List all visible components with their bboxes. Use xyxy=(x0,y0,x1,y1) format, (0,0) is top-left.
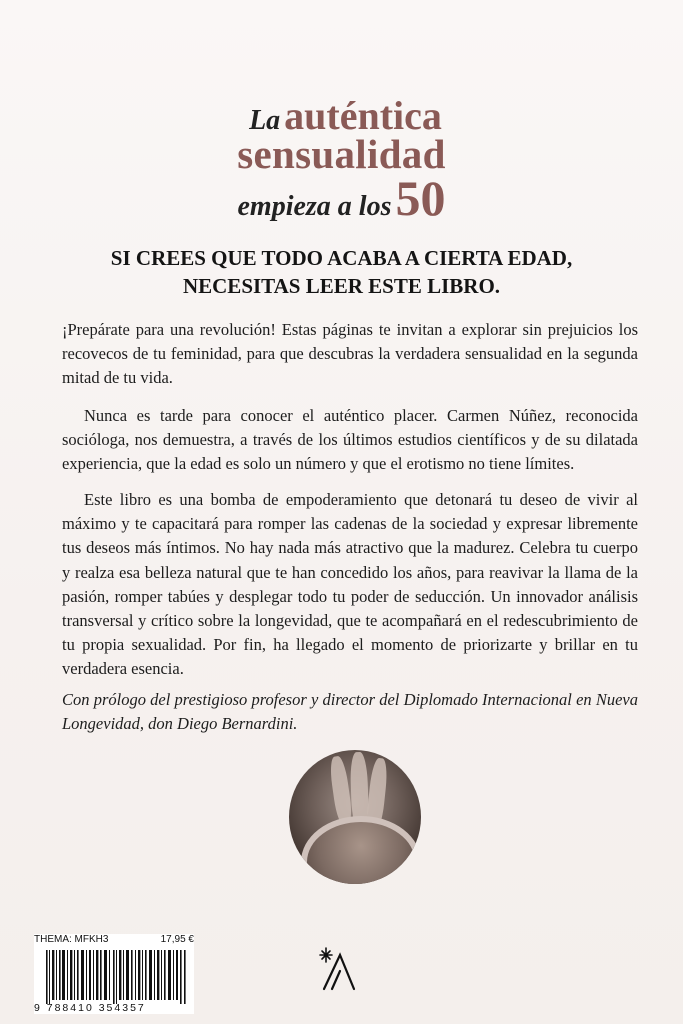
barcode-block xyxy=(34,934,194,1014)
blurb-paragraph-1: ¡Prepárate para una revolución! Estas páginas te invitan a explorar sin prejuicios los recovecos de tu feminidad, para que descubras la verdadera sensualidad en la segunda mitad de tu vida. xyxy=(62,320,638,388)
title-word-empieza: empieza a los xyxy=(237,191,392,222)
cover-photo-hand-fruit xyxy=(289,750,421,884)
tagline-line-1: SI CREES QUE TODO ACABA A CIERTA EDAD, xyxy=(110,246,573,270)
blurb-paragraph-2: Nunca es tarde para conocer el auténtico placer. Carmen Núñez, reconocida socióloga, nos demuestra, a través de los últimos estudios científicos y de su dilatada experiencia, que la edad es solo un número y que el erotismo no tiene límites. xyxy=(62,406,638,474)
title-word-sensualidad: sensualidad xyxy=(237,131,446,177)
barcode-bars xyxy=(46,950,186,1004)
prologue-note: Con prólogo del prestigioso profesor y director del Diplomado Internacional en Nueva Longevidad, don Diego Bernardini. xyxy=(62,690,638,734)
thema-code: THEMA: MFKH3 xyxy=(34,934,109,945)
tagline-line-2: NECESITAS LEER ESTE LIBRO. xyxy=(182,274,501,298)
title-word-autentica: auténtica xyxy=(284,93,442,138)
tagline xyxy=(40,244,643,300)
blurb-paragraph-3: Este libro es una bomba de empoderamiento que detonará tu deseo de vivir al máximo y te capacitará para romper las cadenas de la sociedad y expresar libremente tus deseos más íntimos. No hay nada más atractivo que la madurez. Celebra tu cuerpo y realza esa belleza natural que te han concedido los años, para reavivar la llama de la pasión, romper tabúes y desplegar todo tu poder de seducción. Un innovador análisis transversal y crítico sobre la longevidad, que te acompañará en el redescubrimiento de tu propia sexualidad. Por fin, ha llegado el momento de priorizarte y brillar en tu verdadera esencia. xyxy=(62,490,638,679)
price-label: 17,95 € xyxy=(160,934,194,945)
title-number: 50 xyxy=(395,170,446,226)
title-word-la: La xyxy=(249,105,281,136)
isbn-digits: 9 788410 354357 xyxy=(34,1002,146,1014)
publisher-logo-icon xyxy=(318,945,362,991)
book-title xyxy=(0,93,683,226)
